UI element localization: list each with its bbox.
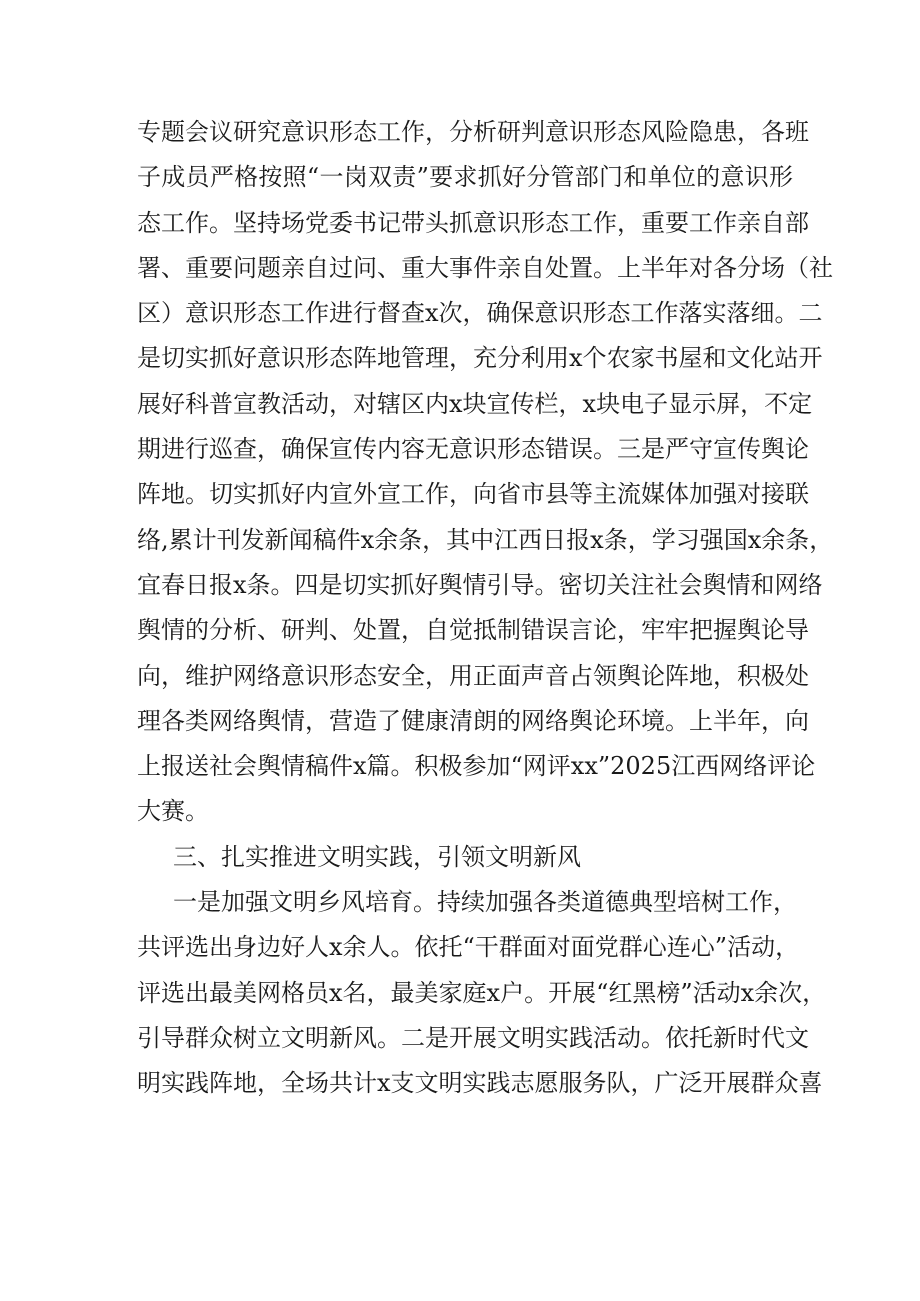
text-line: 宜春日报x条。四是切实抓好舆情引导。密切关注社会舆情和网络 bbox=[137, 570, 823, 599]
text-line: 评选出最美网格员x名，最美家庭x户。开展“红黑榜”活动x余次， bbox=[137, 978, 827, 1007]
section-heading: 三、扎实推进文明实践，引领文明新风 bbox=[173, 842, 581, 871]
text-line: 区）意识形态工作进行督查x次，确保意识形态工作落实落细。二 bbox=[137, 299, 823, 328]
text-line: 署、重要问题亲自过问、重大事件亲自处置。上半年对各分场（社 bbox=[137, 253, 833, 282]
paragraph-ideology-work bbox=[137, 110, 834, 835]
text-line: 上报送社会舆情稿件x篇。积极参加“网评xx”2025江西网络评论 bbox=[137, 752, 816, 781]
text-line: 展好科普宣教活动，对辖区内x块宣传栏，x块电子显示屏，不定 bbox=[137, 389, 813, 418]
text-line: 期进行巡查，确保宣传内容无意识形态错误。三是严守宣传舆论 bbox=[137, 435, 809, 464]
document-body bbox=[137, 110, 834, 1107]
text-line: 舆情的分析、研判、处置，自觉抵制错误言论，牢牢把握舆论导 bbox=[137, 616, 809, 645]
text-line: 向，维护网络意识形态安全，用正面声音占领舆论阵地，积极处 bbox=[137, 661, 809, 690]
text-line: 是切实抓好意识形态阵地管理，充分利用x个农家书屋和文化站开 bbox=[137, 344, 823, 373]
text-line: 共评选出身边好人x余人。依托“干群面对面党群心连心”活动， bbox=[137, 933, 800, 962]
text-line: 态工作。坚持场党委书记带头抓意识形态工作，重要工作亲自部 bbox=[137, 208, 809, 237]
text-line: 络,累计刊发新闻稿件x余条，其中江西日报x条，学习强国x余条， bbox=[137, 525, 834, 554]
text-line: 一是加强文明乡风培育。持续加强各类道德典型培树工作， bbox=[173, 888, 797, 917]
text-line: 明实践阵地，全场共计x支文明实践志愿服务队，广泛开展群众喜 bbox=[137, 1069, 823, 1098]
text-line: 引导群众树立文明新风。二是开展文明实践活动。依托新时代文 bbox=[137, 1023, 809, 1052]
paragraph-civilization-practice bbox=[137, 880, 827, 1106]
text-line: 子成员严格按照“一岗双责”要求抓好分管部门和单位的意识形 bbox=[137, 163, 793, 192]
text-line: 大赛。 bbox=[137, 797, 209, 826]
text-line: 阵地。切实抓好内宣外宣工作，向省市县等主流媒体加强对接联 bbox=[137, 480, 809, 509]
text-line: 专题会议研究意识形态工作，分析研判意识形态风险隐患，各班 bbox=[137, 118, 809, 146]
text-line: 理各类网络舆情，营造了健康清朗的网络舆论环境。上半年，向 bbox=[137, 706, 809, 735]
